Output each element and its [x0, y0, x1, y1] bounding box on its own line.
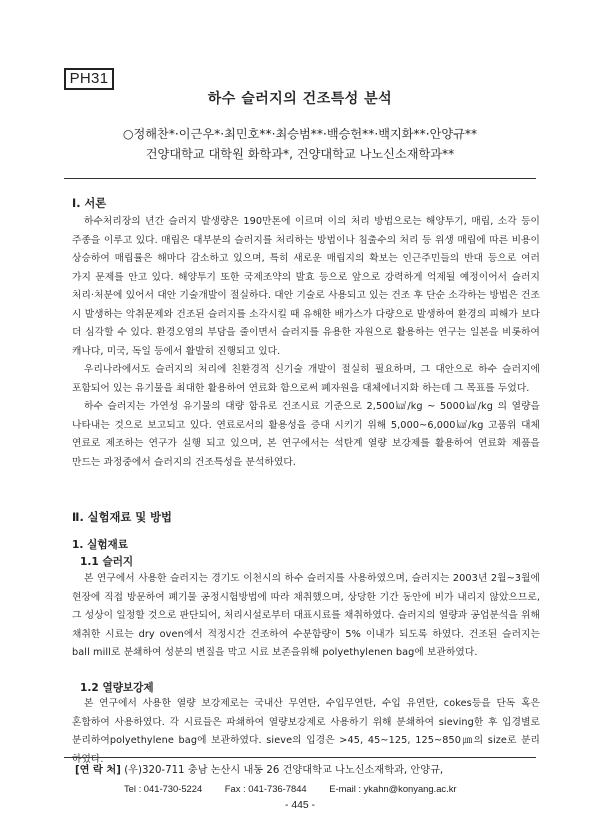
page-number: - 445 -: [284, 800, 316, 811]
contact-email: E-mail : ykahn@konyang.ac.kr: [329, 783, 457, 794]
intro-body: [72, 213, 540, 472]
section-heading-intro: Ⅰ. 서론: [72, 197, 107, 210]
intro-paragraph: 하수처리장의 년간 슬러지 발생량은 190만톤에 이르며 이의 처리 방법으로는 해양투기, 매립, 소각 등이 주종을 이루고 있다. 매립은 대부분의 슬러지를 처리하는 방법이나 침출수의 처리 등 위생 매립에 따른 비용이 상승하여 매립률은 해마다 감소하고 있으며, 특히 새로운 매립지의 확보는 인근주민들의 반대 등으로 여러 가지 문제를 안고 있다. 해양투기 또한 국제조약의 발효 등으로 앞으로 강력하게 억제될 예정이어서 슬러지 처리·처분에 있어서 대안 기술개발이 절실하다. 대안 기술로 사용되고 있는 건조 후 단순 소각하는 방법은 건조 시 발생하는 악취문제와 건조된 슬러지를 소각시킬 때 유해한 배가스가 다량으로 발생하여 환경의 피해가 보다 더 심각할 수 있다. 환경오염의 부담을 줄이면서 슬러지를 유용한 자원으로 활용하는 연구는 일본을 비롯하여 캐나다, 미국, 독일 등에서 활발히 진행되고 있다.: [72, 216, 540, 357]
author-list: ○정해찬*·이근우*·최민호**·최승범**·백승헌**·백지화**·안양규**: [122, 127, 478, 141]
supplement-paragraph: 본 연구에서 사용한 열량 보강제로는 국내산 무연탄, 수입무연탄, 수입 유연탄, cokes등을 단독 혹은 혼합하여 사용하였다. 각 시료들은 파쇄하여 열량보강제로 사용하기 위해 분쇄하여 sieving한 후 입경별로 분리하여polyethylene bag에 보관하였다. sieve의 입경은 >45, 45~125, 125~850㎛의 size로 분리 하였다.: [72, 698, 540, 765]
subsection-heading-materials: 1. 실험재료: [72, 539, 129, 551]
sludge-paragraph: 본 연구에서 사용한 슬러지는 경기도 이천시의 하수 슬러지를 사용하였으며, 슬러지는 2003년 2월~3월에 현장에 직접 방문하여 폐기물 공정시험방법에 따라 채취했으며, 상당한 기간 동안에 비가 내리지 않았으므로, 그 성상이 일정할 것으로 판단되어, 처리시설로부터 대표시료를 채취하였다. 슬러지의 열량과 공업분석을 위해 채취한 시료는 dry oven에서 적정시간 건조하여 수분함량이 5% 이내가 되도록 하였다. 건조된 슬러지는 ball mill로 분쇄하여 성분의 변질을 막고 시료 보존을위해 polyethylenen bag에 보관하였다.: [72, 573, 540, 658]
contact-line: [75, 762, 443, 780]
header-divider: [64, 178, 536, 179]
section-heading-methods: Ⅱ. 실험재료 및 방법: [72, 511, 172, 524]
paper-code-badge: PH31: [64, 68, 114, 90]
contact-address: (우)320-711 충남 논산시 내동 26 건양대학교 나노신소재학과, 안양규,: [124, 765, 444, 776]
contact-fax: Fax : 041-736-7844: [224, 783, 307, 794]
intro-paragraph: 우리나라에서도 슬러지의 처리에 친환경적 신기술 개발이 절실히 필요하며, 그 대안으로 하수 슬러지에 포함되어 있는 유기물을 최대한 활용하여 연료화 함으로써 폐자원을 대체에너지화 하는데 그 목표를 두었다.: [72, 364, 540, 394]
subsection-heading-sludge: 1.1 슬러지: [80, 556, 134, 568]
contact-details: [124, 781, 477, 797]
contact-tel: Tel : 041-730-5224: [124, 783, 203, 794]
paper-title: 하수 슬러지의 건조특성 분석: [207, 91, 393, 107]
subsection-heading-calorific-supplement: 1.2 열량보강제: [80, 682, 154, 694]
contact-label: [연 락 처]: [75, 765, 121, 776]
intro-paragraph: 하수 슬러지는 가연성 유기물의 대량 함유로 건조시료 기준으로 2,500㎉/kg ~ 5000㎉/kg 의 열량을 나타내는 것으로 보고되고 있다. 연료로서의 활용성을 증대 시키기 위해 5,000~6,000㎉/kg 고품위 대체 연료로 제조하는 연구가 실행 되고 있으며, 본 연구에서는 석탄계 열량 보강제를 활용하여 연료화 제품을 만드는 과정중에서 슬러지의 건조특성을 분석하였다.: [72, 401, 540, 468]
sludge-body: [72, 570, 540, 663]
footer-divider: [64, 757, 536, 758]
affiliation: 건양대학교 대학원 화학과*, 건양대학교 나노신소재학과**: [145, 147, 455, 161]
